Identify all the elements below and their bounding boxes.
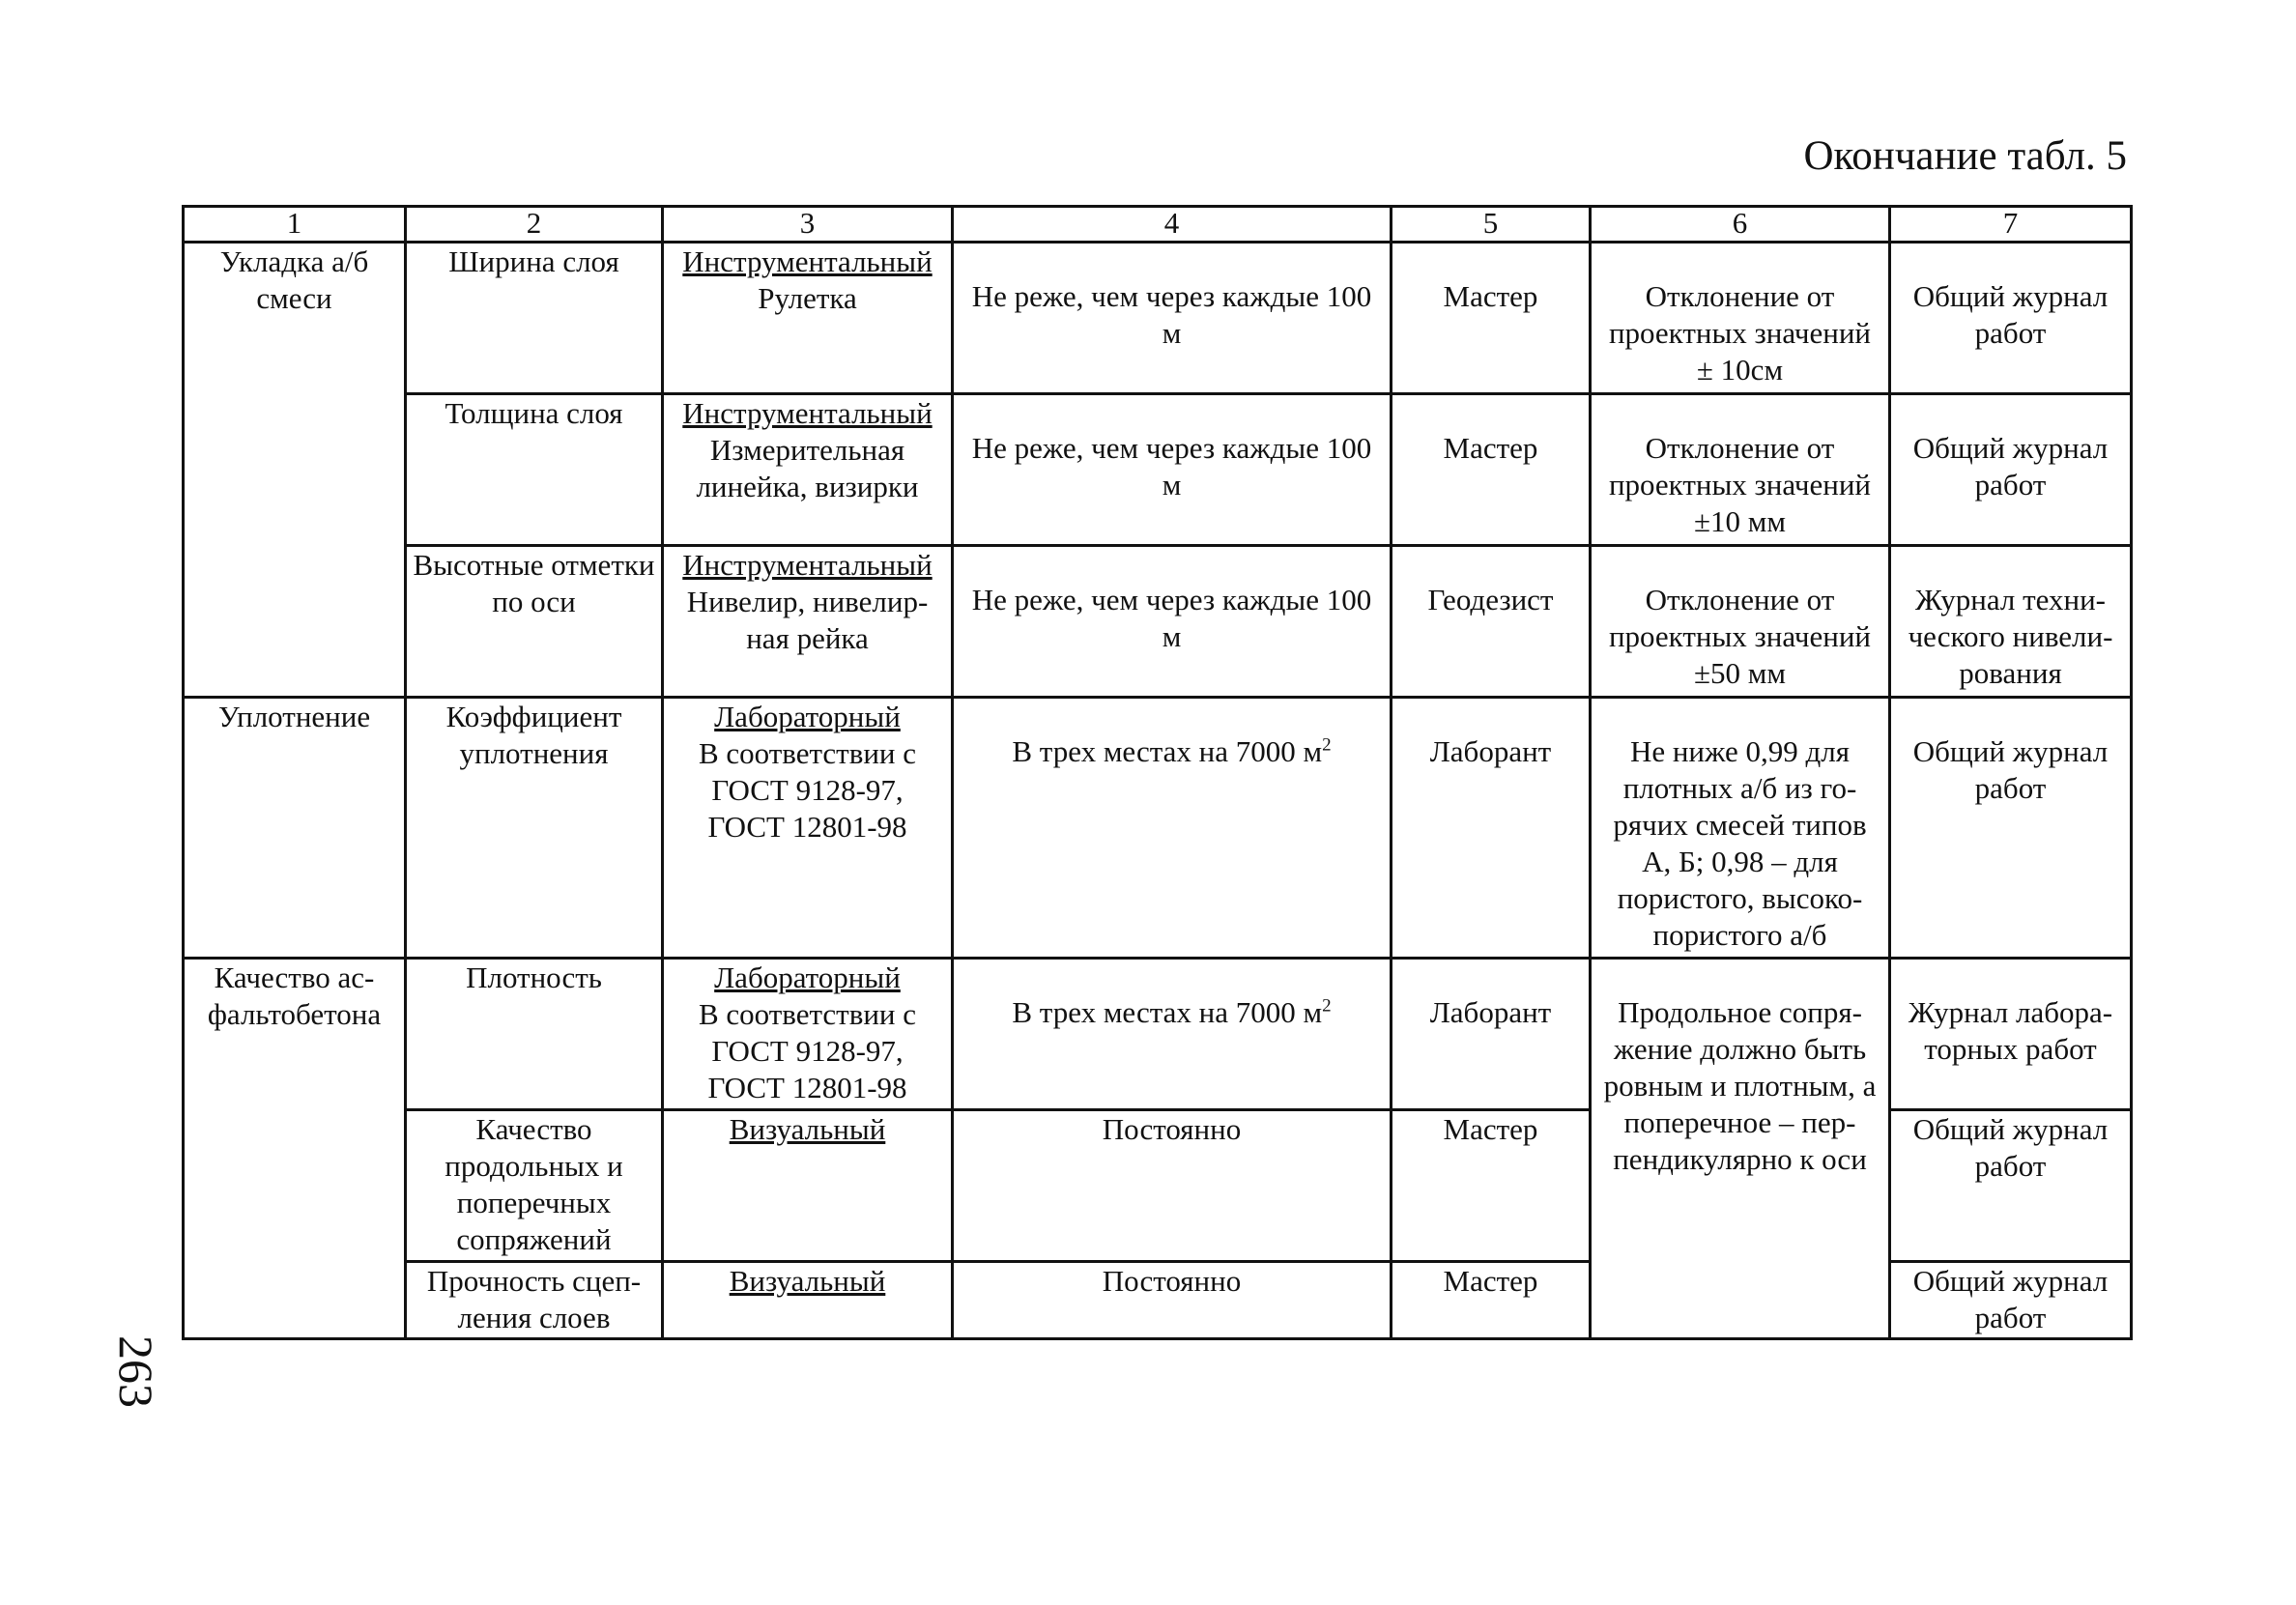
page-number: 263 bbox=[109, 1335, 163, 1408]
method-cell bbox=[663, 698, 953, 959]
criteria-cell bbox=[1591, 959, 1890, 1339]
frequency-cell bbox=[953, 959, 1392, 1110]
method-tool: В соответствии с ГОСТ 9128-97, ГОСТ 12801-98 bbox=[698, 736, 917, 844]
responsible-cell: Мастер bbox=[1392, 1262, 1591, 1339]
method-tool: Рулетка bbox=[758, 281, 857, 315]
journal-cell bbox=[1890, 546, 2132, 698]
header-cell-4: 4 bbox=[953, 207, 1392, 243]
frequency-cell: Постоянно bbox=[953, 1110, 1392, 1262]
frequency-superscript: 2 bbox=[1322, 995, 1332, 1017]
table-caption: Окончание табл. 5 bbox=[1803, 133, 2127, 179]
header-cell-1: 1 bbox=[184, 207, 406, 243]
parameter-cell: Коэффициент уплотнения bbox=[406, 698, 663, 959]
journal-cell bbox=[1890, 959, 2132, 1110]
parameter-cell: Высотные отметки по оси bbox=[406, 546, 663, 698]
journal-text: Общий журнал работ bbox=[1912, 431, 2109, 502]
parameter-cell: Прочность сцеп-ления слоев bbox=[406, 1262, 663, 1339]
parameter-cell: Качество продольных и поперечных сопряжений bbox=[406, 1110, 663, 1262]
criteria-text: Отклонение от проектных значений ±10 мм bbox=[1608, 431, 1872, 538]
header-cell-5: 5 bbox=[1392, 207, 1591, 243]
responsible-cell bbox=[1392, 698, 1591, 959]
method-tool: Измерительная линейка, визирки bbox=[696, 433, 919, 503]
stage-cell: Качество ас-фальтобетона bbox=[184, 959, 406, 1339]
method-type: Инструментальный bbox=[682, 244, 933, 278]
header-cell-3: 3 bbox=[663, 207, 953, 243]
responsible-text: Лаборант bbox=[1429, 734, 1552, 768]
journal-cell bbox=[1890, 394, 2132, 546]
table-row bbox=[184, 698, 2132, 959]
parameter-cell: Ширина слоя bbox=[406, 243, 663, 394]
table-row bbox=[184, 243, 2132, 394]
criteria-cell bbox=[1591, 394, 1890, 546]
frequency-cell bbox=[953, 243, 1392, 394]
frequency-cell bbox=[953, 546, 1392, 698]
criteria-text: Продольное сопря-жение должно быть ровным и плотным, а поперечное – пер-пендикулярно к оси bbox=[1603, 995, 1877, 1176]
parameter-cell: Толщина слоя bbox=[406, 394, 663, 546]
responsible-cell bbox=[1392, 546, 1591, 698]
responsible-text: Геодезист bbox=[1427, 583, 1554, 616]
frequency-superscript: 2 bbox=[1322, 734, 1332, 756]
journal-text: Общий журнал работ bbox=[1912, 734, 2109, 805]
method-cell bbox=[663, 1262, 953, 1339]
journal-text: Общий журнал работ bbox=[1912, 279, 2109, 350]
journal-text: Журнал лабора-торных работ bbox=[1908, 995, 2113, 1066]
method-cell bbox=[663, 394, 953, 546]
method-type: Визуальный bbox=[729, 1264, 886, 1298]
responsible-cell: Мастер bbox=[1392, 1110, 1591, 1262]
journal-cell bbox=[1890, 243, 2132, 394]
method-cell bbox=[663, 1110, 953, 1262]
responsible-text: Лаборант bbox=[1429, 995, 1552, 1029]
method-tool: В соответствии с ГОСТ 9128-97, ГОСТ 12801-98 bbox=[698, 997, 917, 1104]
stage-cell: Уплотнение bbox=[184, 698, 406, 959]
method-type: Лабораторный bbox=[714, 700, 901, 733]
method-type: Инструментальный bbox=[682, 548, 933, 582]
table-row bbox=[184, 394, 2132, 546]
criteria-cell bbox=[1591, 698, 1890, 959]
frequency-main: В трех местах на 7000 м bbox=[1012, 995, 1323, 1029]
method-cell bbox=[663, 959, 953, 1110]
frequency-text bbox=[960, 960, 1384, 1031]
frequency-cell bbox=[953, 698, 1392, 959]
criteria-text: Отклонение от проектных значений ± 10см bbox=[1608, 279, 1872, 387]
criteria-cell bbox=[1591, 546, 1890, 698]
header-cell-2: 2 bbox=[406, 207, 663, 243]
responsible-text: Мастер bbox=[1443, 431, 1538, 465]
method-cell bbox=[663, 243, 953, 394]
responsible-cell bbox=[1392, 959, 1591, 1110]
header-row bbox=[184, 207, 2132, 243]
control-table bbox=[182, 205, 2133, 1340]
journal-cell: Общий журнал работ bbox=[1890, 1262, 2132, 1339]
frequency-text: Не реже, чем через каждые 100 м bbox=[971, 583, 1372, 653]
table-row bbox=[184, 546, 2132, 698]
responsible-cell bbox=[1392, 394, 1591, 546]
frequency-text: Не реже, чем через каждые 100 м bbox=[971, 279, 1372, 350]
method-tool: Нивелир, нивелир-ная рейка bbox=[686, 585, 929, 655]
responsible-text: Мастер bbox=[1443, 279, 1538, 313]
parameter-cell: Плотность bbox=[406, 959, 663, 1110]
header-cell-6: 6 bbox=[1591, 207, 1890, 243]
stage-cell: Укладка а/б смеси bbox=[184, 243, 406, 698]
responsible-cell bbox=[1392, 243, 1591, 394]
method-cell bbox=[663, 546, 953, 698]
frequency-text bbox=[960, 699, 1384, 770]
frequency-cell: Постоянно bbox=[953, 1262, 1392, 1339]
journal-text: Журнал техни-ческого нивели-рования bbox=[1908, 583, 2113, 690]
header-cell-7: 7 bbox=[1890, 207, 2132, 243]
method-type: Лабораторный bbox=[714, 960, 901, 994]
criteria-text: Не ниже 0,99 для плотных а/б из го-рячих смесей типов А, Б; 0,98 – для пористого, высоко-пористого а/б bbox=[1613, 734, 1867, 952]
frequency-cell bbox=[953, 394, 1392, 546]
method-type: Визуальный bbox=[729, 1112, 886, 1146]
criteria-text: Отклонение от проектных значений ±50 мм bbox=[1608, 583, 1872, 690]
journal-cell bbox=[1890, 698, 2132, 959]
table-row bbox=[184, 959, 2132, 1110]
frequency-main: В трех местах на 7000 м bbox=[1012, 734, 1323, 768]
frequency-text: Не реже, чем через каждые 100 м bbox=[971, 431, 1372, 502]
journal-cell: Общий журнал работ bbox=[1890, 1110, 2132, 1262]
criteria-cell bbox=[1591, 243, 1890, 394]
method-type: Инструментальный bbox=[682, 396, 933, 430]
